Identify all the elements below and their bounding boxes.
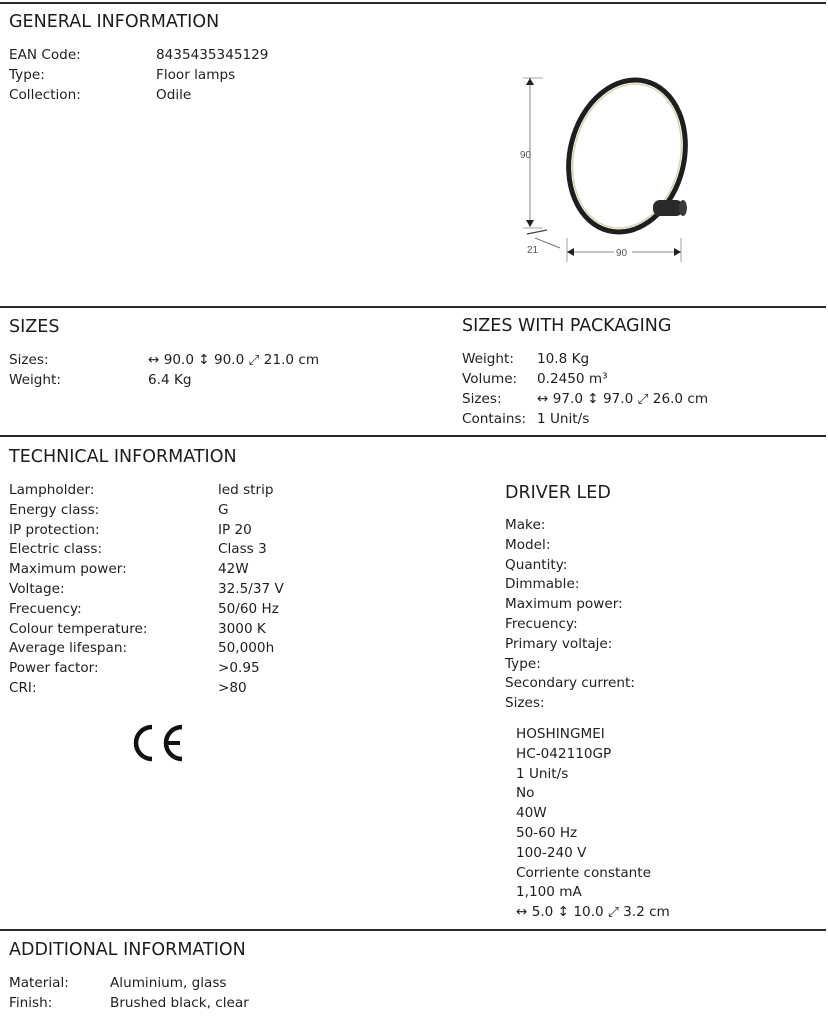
driver-values [516, 725, 670, 923]
row-label: Material: [9, 975, 69, 991]
driver-value: Corriente constante [516, 864, 651, 881]
tech-label: Voltage: [9, 580, 65, 597]
tech-label: Colour temperature: [9, 620, 148, 637]
row-value: Brushed black, clear [110, 995, 249, 1011]
driver-label: Make: [505, 517, 546, 533]
driver-value: 40W [516, 805, 547, 822]
section-title: SIZES [9, 317, 60, 337]
tech-value: 42W [218, 561, 249, 578]
row-label: EAN Code: [9, 47, 81, 63]
tech-label: Maximum power: [9, 561, 127, 578]
section-title: TECHNICAL INFORMATION [9, 447, 237, 467]
section-title: DRIVER LED [505, 483, 611, 503]
section-divider [0, 435, 826, 437]
tech-label: Energy class: [9, 501, 100, 518]
row-value: 0.2450 m³ [537, 371, 608, 387]
row-value: 8435435345129 [156, 47, 269, 63]
driver-label: Dimmable: [505, 576, 580, 593]
product-dimension-diagram [505, 62, 695, 271]
row-label: Finish: [9, 995, 53, 1011]
driver-value: No [516, 785, 535, 802]
tech-value: 32.5/37 V [218, 580, 284, 597]
row-value: Floor lamps [156, 67, 236, 83]
row-label: Collection: [9, 87, 81, 103]
row-value: 6.4 Kg [148, 372, 192, 388]
section-divider [0, 306, 826, 308]
driver-label: Model: [505, 536, 551, 553]
driver-labels [505, 516, 635, 714]
row-label: Weight: [462, 351, 514, 367]
section-title: GENERAL INFORMATION [9, 12, 220, 32]
tech-label: Average lifespan: [9, 640, 128, 657]
tech-label: Frecuency: [9, 600, 82, 617]
technical-values [218, 481, 284, 699]
technical-labels [9, 481, 147, 699]
svg-text:21: 21 [527, 245, 539, 256]
tech-value: >80 [218, 679, 247, 696]
tech-label: CRI: [9, 679, 37, 696]
row-label: Contains: [462, 411, 527, 427]
row-value: Aluminium, glass [110, 975, 227, 991]
row-label: Type: [9, 67, 45, 83]
row-value: 1 Unit/s [537, 411, 590, 427]
tech-value: 50/60 Hz [218, 600, 279, 617]
section-divider [0, 2, 826, 4]
driver-label: Maximum power: [505, 596, 623, 613]
section-divider [0, 929, 826, 931]
row-value: 10.8 Kg [537, 351, 590, 367]
row-value: ↔ 90.0 ↕ 90.0 ⤢ 21.0 cm [148, 352, 320, 368]
driver-label: Primary voltaje: [505, 635, 613, 652]
tech-value: >0.95 [218, 660, 260, 677]
tech-value: 50,000h [218, 640, 275, 657]
tech-value: 3000 K [218, 620, 266, 637]
tech-label: Lampholder: [9, 482, 95, 498]
row-value: ↔ 97.0 ↕ 97.0 ⤢ 26.0 cm [537, 391, 709, 407]
tech-label: IP protection: [9, 521, 100, 538]
row-label: Volume: [462, 371, 518, 387]
ce-mark-icon [128, 722, 186, 768]
svg-text:90: 90 [520, 150, 532, 161]
row-label: Sizes: [462, 391, 502, 407]
driver-value: 1 Unit/s [516, 765, 569, 782]
tech-value: IP 20 [218, 521, 252, 538]
driver-value: 1,100 mA [516, 884, 582, 901]
tech-value: led strip [218, 482, 274, 498]
tech-label: Electric class: [9, 541, 103, 558]
driver-value: 100-240 V [516, 844, 587, 861]
driver-value: HOSHINGMEI [516, 726, 605, 742]
row-value: Odile [156, 87, 192, 103]
tech-value: G [218, 501, 229, 518]
row-label: Sizes: [9, 352, 49, 368]
driver-label: Secondary current: [505, 675, 635, 692]
svg-text:90: 90 [616, 248, 628, 259]
driver-label: Type: [505, 655, 541, 672]
lamp-drawing-icon [505, 62, 695, 267]
driver-label: Frecuency: [505, 615, 578, 632]
tech-label: Power factor: [9, 660, 99, 677]
driver-label: Quantity: [505, 556, 568, 573]
section-title: ADDITIONAL INFORMATION [9, 940, 246, 960]
driver-label: Sizes: [505, 695, 545, 712]
section-title: SIZES WITH PACKAGING [462, 316, 672, 336]
driver-value: 50-60 Hz [516, 824, 578, 841]
driver-value: ↔ 5.0 ↕ 10.0 ⤢ 3.2 cm [516, 904, 670, 921]
tech-value: Class 3 [218, 541, 267, 558]
driver-value: HC-042110GP [516, 745, 612, 762]
row-label: Weight: [9, 372, 61, 388]
